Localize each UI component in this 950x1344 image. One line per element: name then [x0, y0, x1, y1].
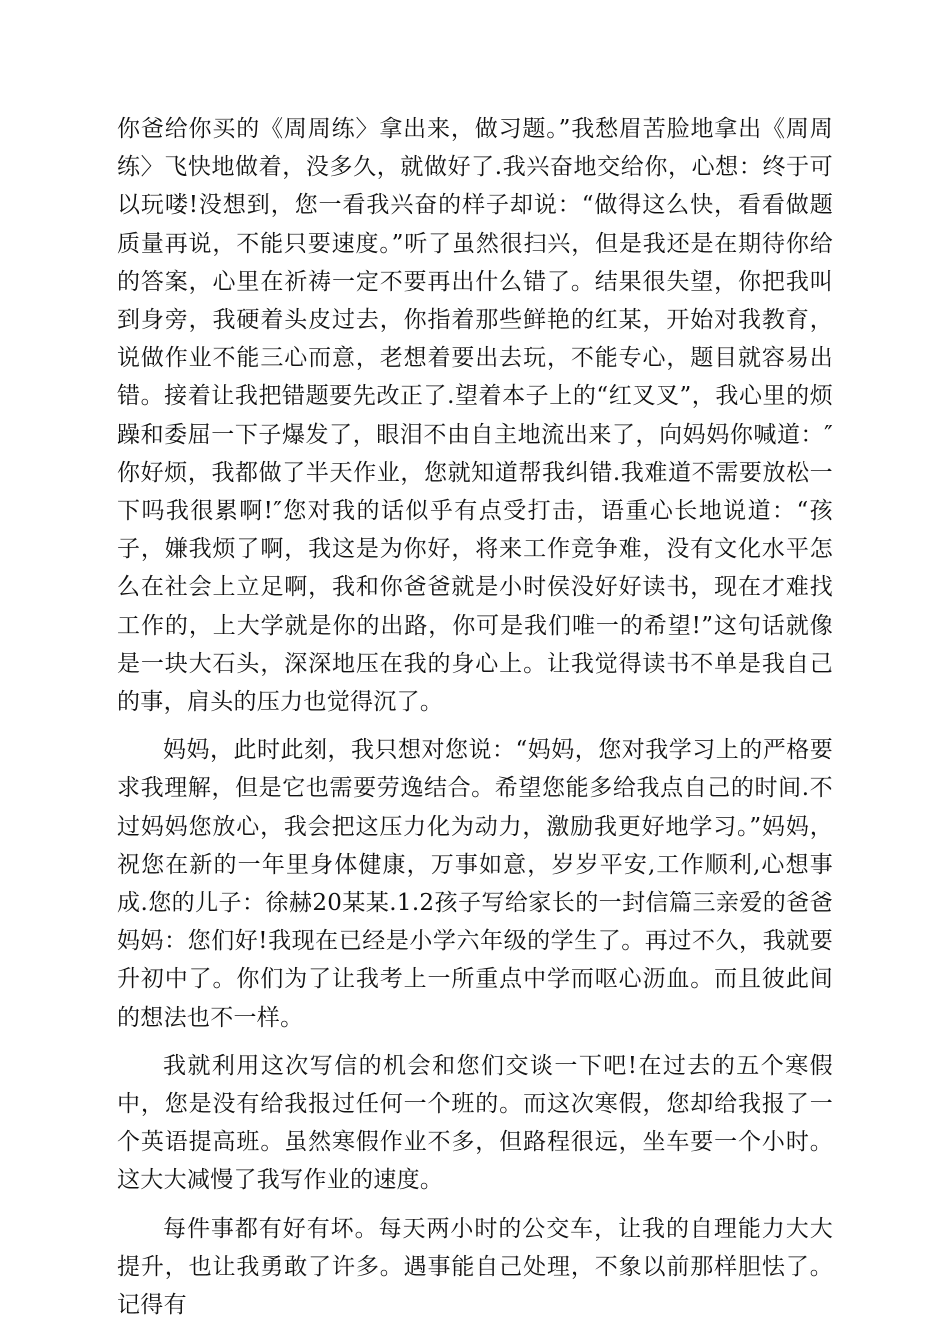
document-page	[117, 110, 833, 1324]
paragraph-4: 每件事都有好有坏。每天两小时的公交车，让我的自理能力大大提升，也让我勇敢了许多。遇事能自己处理，不象以前那样胆怯了。记得有	[117, 1215, 833, 1319]
paragraph-1: 你爸给你买的《周周练〉拿出来，做习题。”我愁眉苦脸地拿出《周周练〉飞快地做着，没多久，就做好了.我兴奋地交给你，心想：终于可以玩喽!没想到，您一看我兴奋的样子却说：“做得这么快，看看做题质量再说，不能只要速度。”听了虽然很扫兴，但是我还是在期待你给的答案，心里在祈祷一定不要再出什么错了。结果很失望，你把我叫到身旁，我硬着头皮过去，你指着那些鲜艳的红某，开始对我教育，说做作业不能三心而意，老想着要出去玩，不能专心，题目就容易出错。接着让我把错题要先改正了.望着本子上的“红叉叉”，我心里的烦躁和委屈一下子爆发了，眼泪不由自主地流出来了，向妈妈你喊道：″你好烦，我都做了半天作业，您就知道帮我纠错.我难道不需要放松一下吗我很累啊!″您对我的话似乎有点受打击，语重心长地说道：“孩子，嫌我烦了啊，我这是为你好，将来工作竞争难，没有文化水平怎么在社会上立足啊，我和你爸爸就是小时侯没好好读书，现在才难找工作的，上大学就是你的出路，你可是我们唯一的希望!”这句话就像是一块大石头，深深地压在我的身心上。让我觉得读书不单是我自己的事，肩头的压力也觉得沉了。	[117, 116, 833, 716]
paragraph-2: 妈妈，此时此刻，我只想对您说：“妈妈，您对我学习上的严格要求我理解，但是它也需要劳逸结合。希望您能多给我点自己的时间.不过妈妈您放心，我会把这压力化为动力，激励我更好地学习。”妈妈，祝您在新的一年里身体健康，万事如意，岁岁平安,工作顺利,心想事成.您的儿子：徐赫20某某.1.2孩子写给家长的一封信篇三亲爱的爸爸妈妈：您们好!我现在已经是小学六年级的学生了。再过不久，我就要升初中了。你们为了让我考上一所重点中学而呕心沥血。而且彼此间的想法也不一样。	[117, 737, 833, 1031]
paragraph-3: 我就利用这次写信的机会和您们交谈一下吧!在过去的五个寒假中，您是没有给我报过任何一个班的。而这次寒假，您却给我报了一个英语提高班。虽然寒假作业不多，但路程很远，坐车要一个小时。这大大减慢了我写作业的速度。	[117, 1052, 833, 1194]
